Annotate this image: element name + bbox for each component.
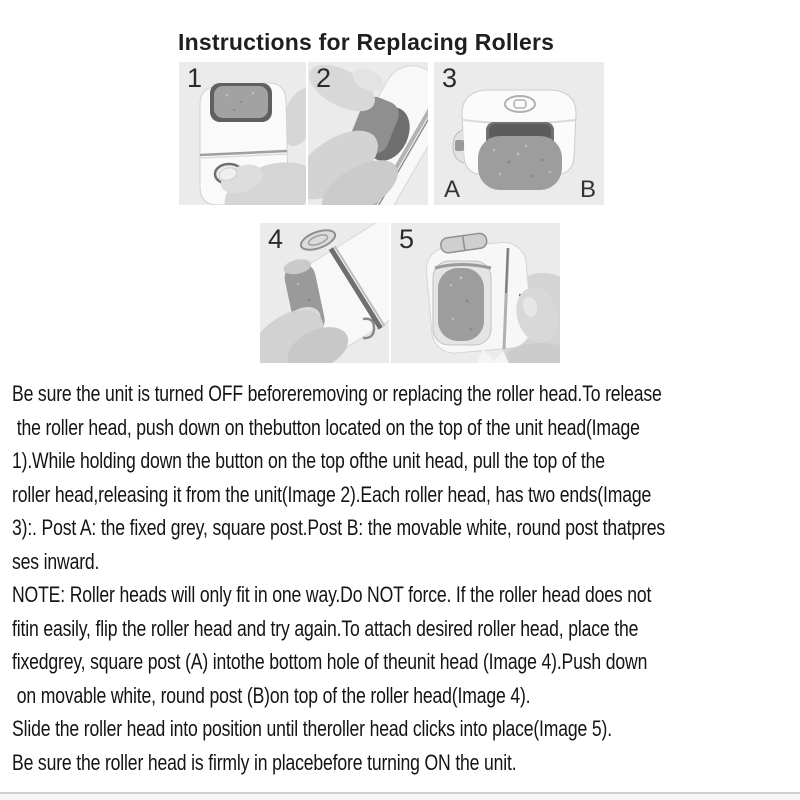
instruction-line: Be sure the unit is turned OFF beforeremoving or replacing the roller head.To release [12, 381, 662, 406]
roller-installed-illustration [391, 223, 560, 363]
figure-2-number: 2 [316, 63, 332, 93]
instruction-text [12, 377, 798, 779]
post-b-label: B [579, 176, 596, 203]
instruction-line: the roller head, push down on thebutton located on the top of the unit head(Image [12, 414, 640, 440]
instruction-line: on movable white, round post (B)on top of the roller head(Image 4). [12, 682, 531, 708]
instruction-line: fixedgrey, square post (A) intothe bottom hole of theunit head (Image 4).Push down [12, 649, 648, 674]
instruction-line: Be sure the roller head is firmly in placebefore turning ON the unit. [12, 749, 517, 775]
figure-5-photo [391, 223, 560, 363]
figure-2-photo [308, 62, 428, 205]
instruction-line: Slide the roller head into position until theroller head clicks into place(Image 5). [12, 716, 612, 741]
figure-3-photo [434, 62, 604, 205]
instruction-line: roller head,releasing it from the unit(Image 2).Each roller head, has two ends(Image [12, 481, 652, 507]
figure-4-photo [260, 223, 389, 363]
instruction-line: 1).While holding down the button on the top ofthe unit head, pull the top of the [12, 448, 605, 473]
page-title: Instructions for Replacing Rollers [178, 29, 555, 55]
figure-3-number: 3 [442, 63, 458, 93]
instruction-line: 3):. Post A: the fixed grey, square post.Post B: the movable white, round post thatpres [12, 515, 665, 540]
figure-1-photo [179, 62, 306, 205]
figure-1-number: 1 [187, 63, 203, 93]
instruction-line: NOTE: Roller heads will only fit in one way.Do NOT force. If the roller head does not [12, 582, 652, 607]
figure-5-number: 5 [399, 224, 415, 254]
figure-4-number: 4 [268, 224, 284, 254]
instruction-line: ses inward. [12, 548, 100, 574]
post-a-label: A [444, 176, 461, 203]
instruction-line: fitin easily, flip the roller head and try again.To attach desired roller head, place the [12, 615, 639, 641]
bottom-margin [0, 794, 800, 800]
